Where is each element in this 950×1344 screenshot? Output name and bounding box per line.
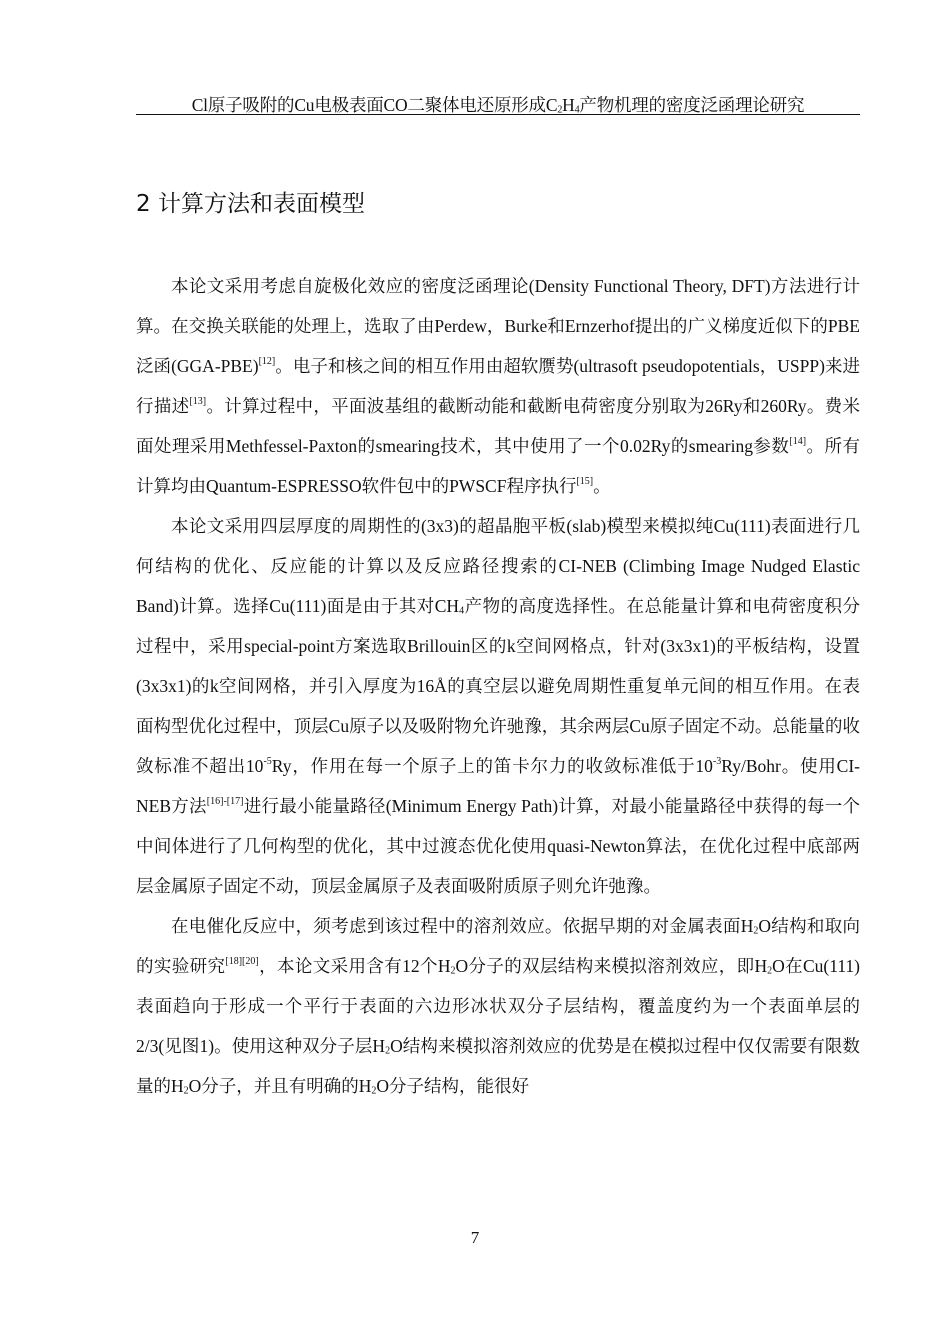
citation: [12] (258, 356, 276, 367)
header-subscript: 2 (557, 104, 563, 116)
subscript: 2 (385, 1045, 391, 1057)
subscript: 4 (459, 605, 465, 617)
subscript: 2 (183, 1085, 189, 1097)
subscript: 2 (767, 965, 773, 977)
citation: [18][20] (225, 956, 259, 967)
subscript: 2 (371, 1085, 377, 1097)
section-title: 2 计算方法和表面模型 (136, 191, 365, 217)
header-subscript: 4 (574, 104, 580, 116)
header-text: Cl原子吸附的Cu电极表面CO二聚体电还原形成C (191, 95, 558, 115)
header-rule (136, 114, 860, 115)
paragraph-solvent-effect: 在电催化反应中，须考虑到该过程中的溶剂效应。依据早期的对金属表面$H_2O$结构和取向的实验研究[18][20]，本论文采用含有12个$H_2O$分子的双层结构来模拟溶剂效应，即$H_2O$在Cu(111)表面趋向于形成一个平行于表面的六边形冰状双分子层结构，覆盖度约为一个表面单层的2/3(见图1)。使用这种双分子层$H_2O$结构来模拟溶剂效应的优势是在模拟过程中仅仅需要有限数量的$H_2O$分子，并且有明确的$H_2O$分子结构，能很好 (136, 916, 861, 1097)
exponent: -5 (263, 756, 272, 767)
citation: [15] (576, 476, 594, 487)
citation: [16]-[17] (206, 796, 244, 807)
paragraph-slab-model: 本论文采用四层厚度的周期性的(3x3)的超晶胞平板(slab)模型来模拟纯Cu(111)表面进行几何结构的优化、反应能的计算以及反应路径搜索的CI-NEB (Climbing Image Nudged Elastic Band)计算。选择Cu(111)面是由于其对$CH_4$产物的高度选择性。在总能量计算和电荷密度积分过程中，采用special-point方案选取Brillouin区的k空间网格点，针对(3x3x1)的平板结构，设置(3x3x1)的k空间网格，并引入厚度为16Å的真空层以避免周期性重复单元间的相互作用。在表面构型优化过程中，顶层Cu原子以及吸附物允许驰豫，其余两层Cu原子固定不动。总能量的收敛标准不超出$10^{-5}Ry$，作用在每一个原子上的笛卡尔力的收敛标准低于$10^{-3}Ry$/Bohr。使用CI-NEB方法[16]-[17]进行最小能量路径(Minimum Energy Path)计算，对最小能量路径中获得的每一个中间体进行了几何构型的优化，其中过渡态优化使用quasi-Newton算法，在优化过程中底部两层金属原子固定不动，顶层金属原子及表面吸附质原子则允许弛豫。 (136, 516, 861, 896)
header-text: H (562, 95, 575, 115)
paragraph-computational-method: 本论文采用考虑自旋极化效应的密度泛函理论(Density Functional Theory, DFT)方法进行计算。在交换关联能的处理上，选取了由Perdew，Burke和Ernzerhof提出的广义梯度近似下的PBE泛函(GGA-PBE)[12]。电子和核之间的相互作用由超软赝势(ultrasoft pseudopotentials，USPP)来进行描述[13]。计算过程中，平面波基组的截断动能和截断电荷密度分别取为26Ry和260Ry。费米面处理采用Methfessel-Paxton的smearing技术，其中使用了一个0.02Ry的smearing参数[14]。所有计算均由Quantum-ESPRESSO软件包中的PWSCF程序执行[15]。 (136, 276, 860, 496)
subscript: 2 (753, 925, 759, 937)
citation: [14] (789, 436, 807, 447)
citation: [13] (189, 396, 207, 407)
exponent: -3 (712, 756, 722, 767)
page-number: 7 (470, 1228, 480, 1247)
body-text (136, 266, 860, 1106)
subscript: 2 (450, 965, 456, 977)
header-text: 产物机理的密度泛函理论研究 (579, 95, 805, 115)
